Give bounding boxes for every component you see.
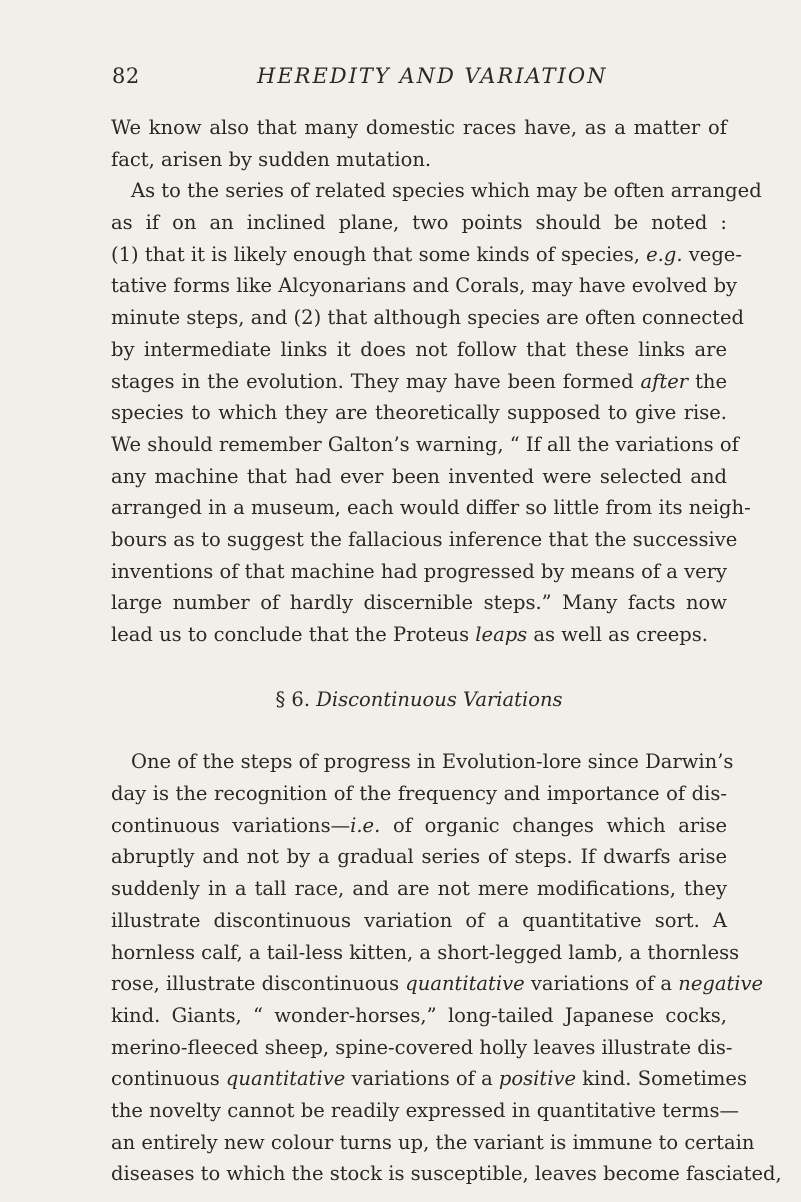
italic-text: e.g. [646, 242, 683, 266]
text-run: stages in the evolution. They may have been formed [111, 369, 641, 393]
text-line [111, 1032, 733, 1064]
text-run: day is the recognition of the frequency and importance of dis- [111, 782, 727, 806]
text-line [111, 1000, 727, 1032]
text-line [111, 366, 727, 398]
text-run: arranged in a museum, each would differ so little from its neigh- [111, 496, 751, 520]
text-run: continuous [111, 1067, 226, 1091]
paragraph [111, 746, 782, 1190]
italic-text: negative [678, 972, 764, 996]
text-line [111, 968, 764, 1000]
text-line [111, 207, 727, 239]
text-run: inventions of that machine had progressed by means of a very [111, 559, 727, 583]
text-run: We should remember Galton’s warning, “ If all the variations of [111, 432, 739, 456]
italic-text: positive [498, 1067, 577, 1091]
text-line [111, 429, 739, 461]
text-line [111, 905, 727, 937]
text-run: of organic changes which arise [380, 813, 728, 837]
text-line [111, 239, 742, 271]
text-line [111, 587, 727, 619]
text-line [111, 461, 727, 493]
text-run: (1) that it is likely enough that some kinds of species, [111, 242, 647, 266]
text-run: We know also that many domestic races have, as a matter of [111, 116, 727, 139]
text-run: as well as creeps. [527, 623, 708, 646]
paragraphs-after-section [111, 746, 782, 1190]
text-run: the novelty cannot be readily expressed in quantitative terms— [111, 1098, 739, 1122]
text-run: any machine that had ever been invented were selected and [111, 464, 727, 488]
text-line [111, 841, 727, 873]
text-line [111, 873, 727, 905]
text-line [111, 492, 751, 524]
text-run: suddenly in a tall race, and are not mere modifications, they [111, 877, 727, 901]
paragraph [111, 175, 762, 650]
italic-text: quantitative [225, 1067, 346, 1091]
text-line [111, 302, 745, 334]
text-line [111, 619, 727, 651]
section-heading [111, 684, 727, 716]
text-run: fact, arisen by sudden mutation. [111, 147, 432, 171]
section-number: § 6. [275, 687, 311, 711]
text-line [111, 1127, 755, 1159]
text-run: illustrate discontinuous variation of a quantitative sort. A [111, 908, 727, 932]
body-text [111, 112, 782, 1190]
text-line [111, 746, 734, 778]
text-line [111, 556, 727, 588]
text-run: large number of hardly discernible steps.” Many facts now [111, 591, 727, 615]
text-run: tative forms like Alcyonarians and Corals, may have evolved by [111, 274, 738, 298]
text-line [111, 112, 727, 144]
text-line [111, 1158, 782, 1190]
text-line [111, 334, 727, 366]
text-line [111, 270, 738, 302]
text-run: rose, illustrate discontinuous [111, 972, 406, 996]
italic-text: quantitative [405, 972, 525, 996]
text-line [111, 524, 738, 556]
text-run: as if on an inclined plane, two points should be noted : [111, 211, 727, 235]
text-run: vege- [682, 242, 742, 266]
text-run: minute steps, and (2) that although species are often connected [111, 306, 745, 330]
text-line [111, 810, 727, 842]
text-line [111, 144, 727, 176]
text-run: merino-fleeced sheep, spine-covered holly leaves illustrate dis- [111, 1035, 733, 1059]
page-header [112, 64, 712, 94]
text-line [111, 937, 740, 969]
text-line [111, 175, 762, 207]
text-run: variations of a [524, 972, 679, 996]
text-run: by intermediate links it does not follow that these links are [111, 337, 727, 361]
text-run: an entirely new colour turns up, the variant is immune to certain [111, 1130, 755, 1154]
text-run: species to which they are theoretically supposed to give rise. [111, 401, 727, 425]
section-title: Discontinuous Variations [316, 687, 563, 711]
text-run: variations of a [345, 1067, 499, 1091]
text-run: continuous variations— [111, 813, 351, 837]
text-run: kind. Giants, “ wonder-horses,” long-tailed Japanese cocks, [111, 1003, 727, 1027]
page-number: 82 [112, 64, 140, 88]
italic-text: leaps [475, 623, 528, 646]
text-line [111, 1063, 747, 1095]
text-run: One of the steps of progress in Evolution-lore since Darwin’s [131, 750, 734, 774]
text-line [111, 397, 727, 429]
text-run: As to the series of related species which may be often arranged [131, 179, 762, 203]
italic-text: after [640, 369, 689, 393]
text-run: the [688, 369, 727, 393]
text-run: hornless calf, a tail-less kitten, a short-legged lamb, a thornless [111, 940, 740, 964]
paragraphs-before-section [111, 112, 762, 651]
text-run: diseases to which the stock is susceptible, leaves become fasciated, [111, 1162, 782, 1186]
text-run: abruptly and not by a gradual series of steps. If dwarfs arise [111, 845, 727, 869]
text-line [111, 1095, 739, 1127]
text-run: kind. Sometimes [576, 1067, 747, 1091]
running-head: HEREDITY AND VARIATION [257, 64, 608, 88]
text-line [111, 778, 727, 810]
text-run: bours as to suggest the fallacious inference that the successive [111, 527, 738, 551]
paragraph [111, 112, 727, 175]
italic-text: i.e. [350, 813, 381, 837]
text-run: lead us to conclude that the Proteus [111, 623, 476, 646]
